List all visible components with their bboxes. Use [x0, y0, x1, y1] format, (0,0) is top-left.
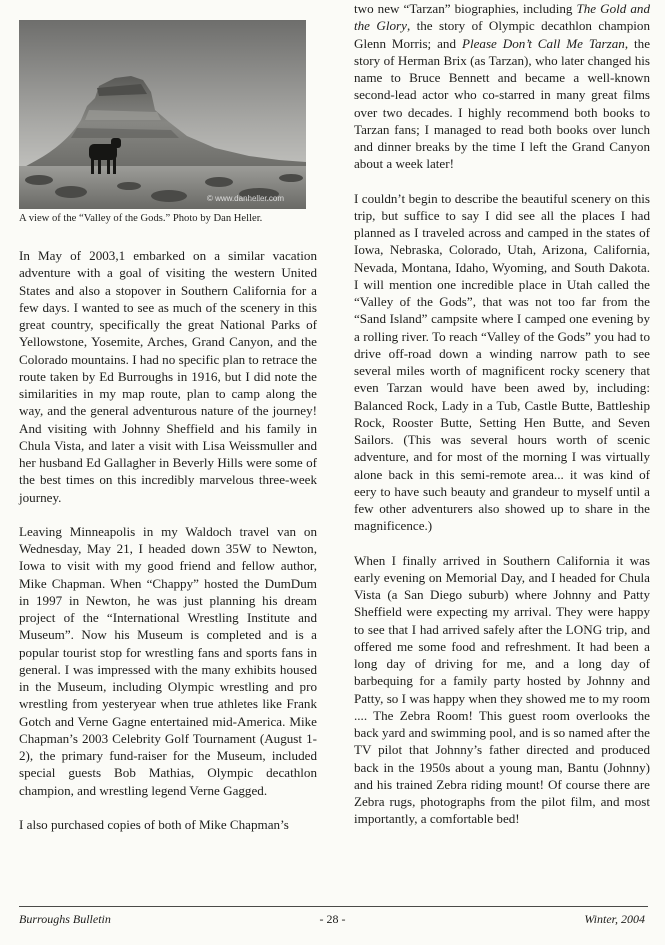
- book-title-gold-and-glory: The Gold and the Glory: [354, 1, 650, 34]
- valley-of-the-gods-photo: [19, 20, 306, 209]
- right-column: [354, 0, 650, 828]
- paragraph-zebra-room: When I finally arrived in Southern California it was early evening on Memorial Day, and I headed for Chula Vista (a San Diego suburb) where Johnny and Patty Sheffield were expecting my arrival. They were happy to see that I had arrived safely after the LONG trip, and offered me some food and refreshment. It had been a long day of driving for me, and a long day of barbequing for a family party hosted by Johnny and Patty, so I was happy when they showed me to my room .... The Zebra Room! This guest room overlooks the back yard and swimming pool, and is so named after the TV pilot that Johnny’s father directed and produced back in the 1950s about a young man, Bantu (Johnny) and his trained Zebra riding mount! Of course there are Zebra rugs, photographs from the pilot film, and most importantly, a comfortable bed!: [354, 552, 650, 827]
- paragraph-newton-iowa: Leaving Minneapolis in my Waldoch travel van on Wednesday, May 21, I headed down 35W to Newton, Iowa to visit with my good friend and fellow author, Mike Chapman. When “Chappy” hosted the DumDum in 1997 in Newton, he was just planning his dream project of the “International Wrestling Institute and Museum”. Now his Museum is completed and is a popular tourist stop for wrestling fans and sports fans in general. I was impressed with the many exhibits housed in the Museum, including Olympic wrestling and pro wrestling from yesteryear when true athletes like Frank Gotch and Verne Gagne entertained mid-America. Mike Chapman’s 2003 Celebrity Golf Tournament (August 1-2), the primary fund-raiser for the Museum, included special guests Bob Mathias, Olympic decathlon champion, and wrestling legend Verne Gagged.: [19, 523, 317, 798]
- footer-issue: Winter, 2004: [584, 912, 645, 926]
- photo-image: [19, 20, 306, 209]
- paragraph-valley-of-the-gods: I couldn’t begin to describe the beautiful scenery on this trip, but suffice to say I did see all the places I had planned as I traveled across and camped in the states of Iowa, Nebraska, Colorado, Utah, Arizona, California, Nevada, Montana, Idaho, Wyoming, and South Dakota. I will mention one incredible place in Utah called the “Valley of the Gods”, that was not too far from the “Sand Island” campsite where I camped one evening by a rolling river. To reach “Valley of the Gods” you had to drive off-road down a winding narrow path to see several miles worth of magnificent rocky scenery that even Tarzan would have been awed by, including: Balanced Rock, Lady in a Tub, Castle Butte, Battleship Rock, Rooster Butte, Setting Hen Butte, and Seven Sailors. (This was several hours worth of scenic adventure, and for most of the morning I was virtually alone back in this semi-remote area... it was kind of eery to have such beauty and grandeur to myself until a few other adventurers also showed up to share in the magnificence.): [354, 190, 650, 534]
- photo-caption: A view of the “Valley of the Gods.” Photo by Dan Heller.: [19, 213, 263, 224]
- paragraph-chapman-books: I also purchased copies of both of Mike Chapman’s: [19, 816, 289, 832]
- paragraph-tarzan-biographies: [354, 0, 650, 173]
- text-fragment: , the story of Herman Brix (as Tarzan), who later changed his name to Bruce Bennett and became a well-known second-lead actor who co-starred in many great films over two decades. I highly recommend both books to Tarzan fans; I managed to read both books over lunch and dinner breaks by the time I left the Grand Canyon about a week later!: [354, 35, 651, 172]
- footer-publication: Burroughs Bulletin: [19, 912, 111, 926]
- paragraph-vacation-intro: In May of 2003,1 embarked on a similar vacation adventure with a goal of visiting the western United States and also a stopover in Southern California for a few days. I wanted to see as much of the scenery in this great country, specifically the great National Parks of Yellowstone, Yosemite, Arches, Grand Canyon, and the Colorado mountains. I had no specific plan to retrace the route taken by Ed Burroughs in 1916, but I did note the similarities in my map route, plan to camp along the way, and the general adventurous nature of the journey! And visiting with Johnny Sheffield and his family in Chula Vista, and later a visit with Lisa Weissmuller and her husband Ed Gallagher in Beverly Hills were some of the best times on this incredibly marvelous three-week journey.: [19, 248, 317, 505]
- text-fragment: , the story of Olympic decathlon champion Glenn Morris; and: [354, 18, 650, 51]
- left-column: [19, 247, 317, 833]
- book-title-please-dont-call-me-tarzan: Please Don’t Call Me Tarzan: [461, 35, 625, 51]
- footer-divider: [19, 906, 648, 907]
- footer-page-number: - 28 -: [319, 912, 346, 926]
- text-fragment: two new “Tarzan” biographies, including: [354, 1, 577, 16]
- photo-watermark: © www.danheller.com: [206, 194, 284, 203]
